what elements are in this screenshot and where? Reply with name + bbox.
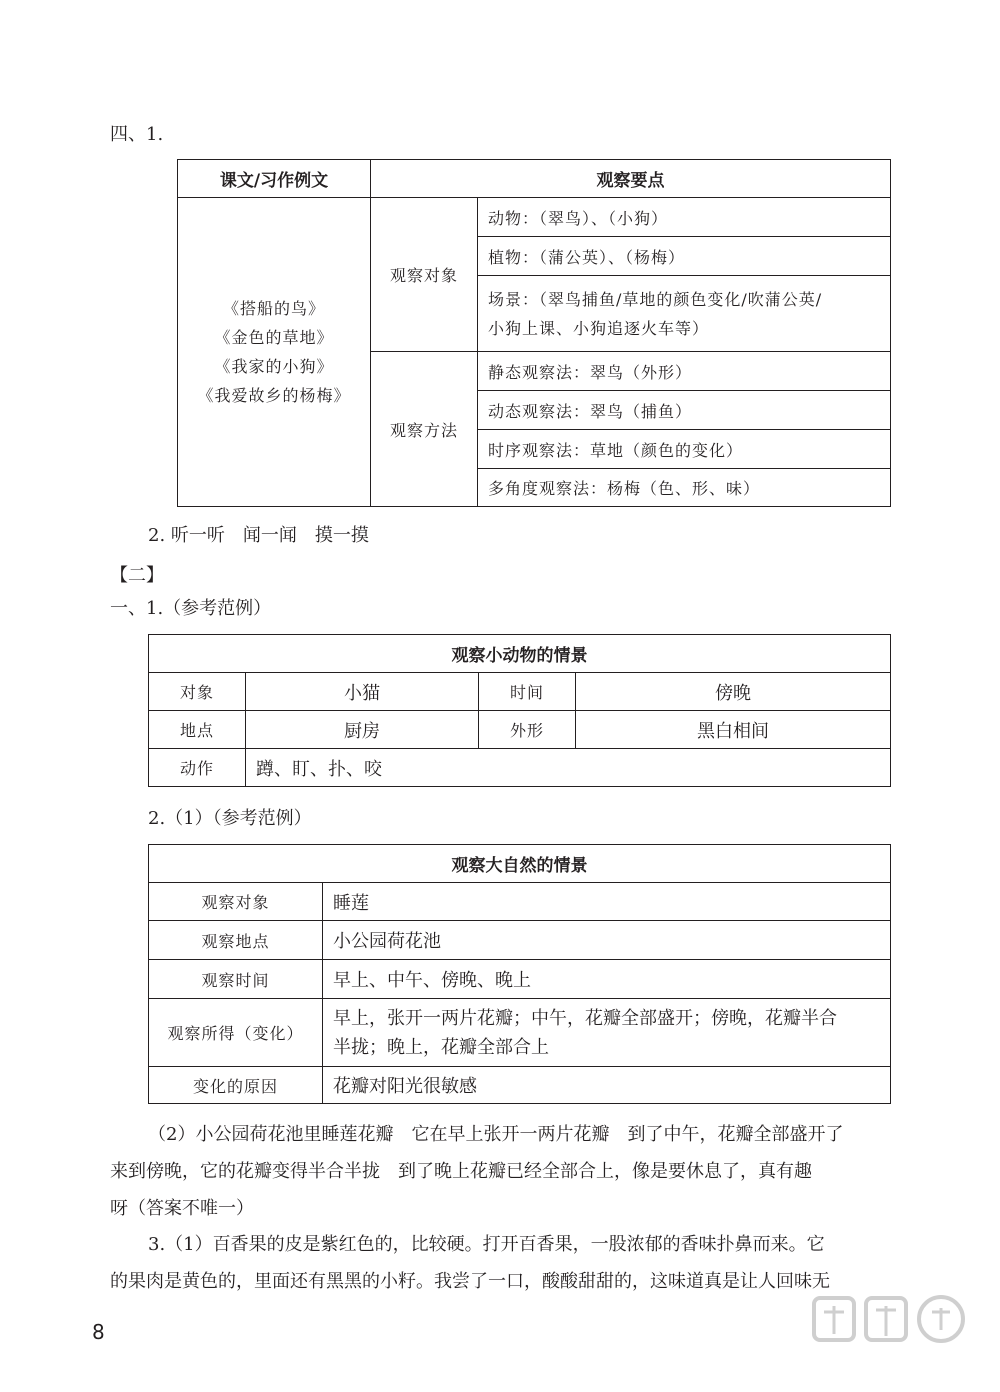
object-plants: 植物：（蒲公英）、（杨梅） <box>478 237 891 276</box>
col-points-header: 观察要点 <box>371 160 891 198</box>
row-label: 变化的原因 <box>149 1067 323 1104</box>
object-label: 观察对象 <box>371 198 478 352</box>
page-number: 8 <box>92 1320 105 1344</box>
answer-line: 的果肉是黄色的，里面还有黑黑的小籽。我尝了一口，酸酸甜甜的，这味道真是让人回味无 <box>110 1271 830 1292</box>
table-title: 观察小动物的情景 <box>149 635 891 673</box>
answer-line: 呀（答案不唯一） <box>110 1198 254 1219</box>
row-value: 花瓣对阳光很敏感 <box>323 1067 891 1104</box>
table-title: 观察大自然的情景 <box>149 845 891 883</box>
answer-line: 来到傍晚，它的花瓣变得半合半拢 到了晚上花瓣已经全部合上，像是要休息了，真有趣 <box>110 1161 812 1182</box>
lesson-title: 《我家的小狗》 <box>214 357 334 376</box>
value-line: 半拢；晚上，花瓣全部合上 <box>333 1036 549 1058</box>
method-sequence: 时序观察法：草地（颜色的变化） <box>478 430 891 469</box>
scene-line: 场景：（翠鸟捕鱼/草地的颜色变化/吹蒲公英/ <box>488 289 823 309</box>
row-label: 观察所得（变化） <box>149 999 323 1067</box>
value-appearance: 黑白相间 <box>576 711 891 749</box>
label-action: 动作 <box>149 749 246 787</box>
nature-table <box>148 844 891 1104</box>
object-animals: 动物：（翠鸟）、（小狗） <box>478 198 891 237</box>
section-heading: 四、1. <box>110 124 164 145</box>
value-action: 蹲、盯、扑、咬 <box>246 749 891 787</box>
label-appearance: 外形 <box>479 711 576 749</box>
col-lesson-header: 课文/习作例文 <box>178 160 371 198</box>
row-value <box>323 999 891 1067</box>
observation-table <box>177 159 891 507</box>
label-time: 时间 <box>479 673 576 711</box>
question-heading: 2.（1）（参考范例） <box>148 808 312 829</box>
lesson-title: 《搭船的鸟》 <box>222 299 325 318</box>
label-place: 地点 <box>149 711 246 749</box>
value-line: 早上，张开一两片花瓣；中午，花瓣全部盛开；傍晚，花瓣半合 <box>333 1007 837 1029</box>
answer-line: （2）小公园荷花池里睡莲花瓣 它在早上张开一两片花瓣 到了中午，花瓣全部盛开了 <box>148 1124 844 1145</box>
method-label: 观察方法 <box>371 352 478 507</box>
lesson-title: 《我爱故乡的杨梅》 <box>197 386 351 405</box>
item-2: 2. 听一听 闻一闻 摸一摸 <box>148 525 369 546</box>
row-label: 观察时间 <box>149 960 323 999</box>
section-heading: 【二】 <box>110 565 164 586</box>
scene-line: 小狗上课、小狗追逐火车等） <box>488 318 710 338</box>
method-multiangle: 多角度观察法：杨梅（色、形、味） <box>478 469 891 507</box>
watermark-logo-icon <box>796 1292 986 1382</box>
value-time: 傍晚 <box>576 673 891 711</box>
method-static: 静态观察法：翠鸟（外形） <box>478 352 891 391</box>
question-heading: 一、1.（参考范例） <box>110 598 272 619</box>
label-object: 对象 <box>149 673 246 711</box>
lesson-title: 《金色的草地》 <box>214 328 334 347</box>
value-object: 小猫 <box>246 673 479 711</box>
method-dynamic: 动态观察法：翠鸟（捕鱼） <box>478 391 891 430</box>
animal-table <box>148 634 891 787</box>
value-place: 厨房 <box>246 711 479 749</box>
lesson-titles <box>178 198 371 507</box>
watermark-logo <box>796 1292 986 1382</box>
row-label: 观察对象 <box>149 883 323 921</box>
row-value: 睡莲 <box>323 883 891 921</box>
row-value: 小公园荷花池 <box>323 921 891 960</box>
row-value: 早上、中午、傍晚、晚上 <box>323 960 891 999</box>
object-scenes <box>478 276 891 352</box>
answer-line: 3.（1）百香果的皮是紫红色的，比较硬。打开百香果，一股浓郁的香味扑鼻而来。它 <box>148 1234 825 1255</box>
row-label: 观察地点 <box>149 921 323 960</box>
